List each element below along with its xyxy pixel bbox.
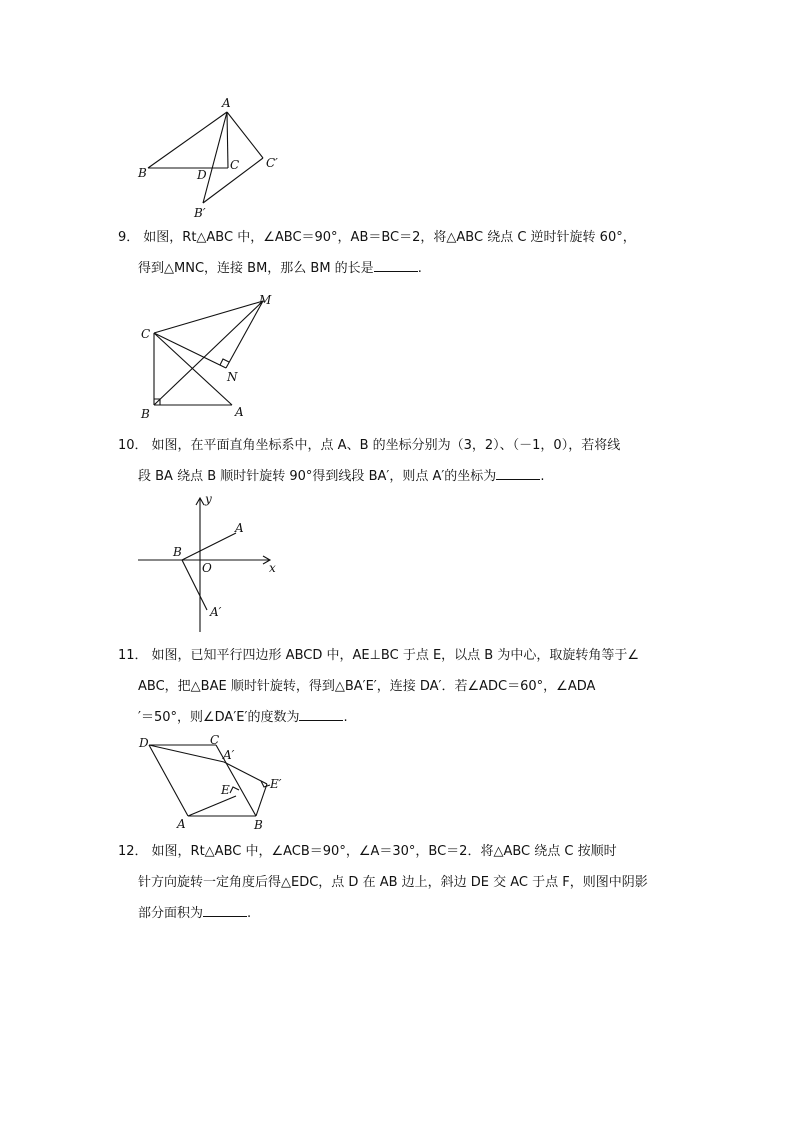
figure-q11 (135, 733, 295, 833)
question-9-line-2 (118, 253, 678, 284)
question-10-end: . (540, 469, 545, 484)
label-x: x (269, 561, 276, 575)
segment-AC-prime (227, 112, 263, 158)
segment-A-prime-E-prime (224, 762, 267, 784)
figure-q10 (135, 490, 285, 635)
segment-AB (148, 112, 227, 168)
segment-E-prime-B (256, 784, 267, 816)
label-E: E (221, 783, 230, 797)
segment-CN (154, 333, 226, 368)
question-9-number: 9． (118, 230, 140, 245)
label-A-prime: A′ (210, 605, 222, 619)
label-y: y (205, 492, 212, 506)
question-11-text-2: ABC，把△BAE 顺时针旋转，得到△BA′E′，连接 DA′．若∠ADC＝60°，∠ADA (138, 679, 596, 694)
label-A: A (222, 96, 231, 110)
question-12-line-1 (118, 836, 678, 867)
label-C: C (210, 733, 220, 747)
question-11 (118, 640, 678, 733)
label-A-prime: A′ (223, 748, 235, 762)
label-O: O (202, 561, 212, 575)
question-11-number: 11． (118, 648, 148, 663)
answer-blank-12[interactable] (203, 904, 247, 917)
question-11-line-3 (118, 702, 678, 733)
label-A: A (235, 521, 244, 535)
label-C: C (230, 158, 240, 172)
segment-AB-prime (203, 112, 227, 203)
label-A: A (177, 817, 186, 831)
question-12-number: 12． (118, 844, 148, 859)
question-9-line-1 (118, 222, 678, 253)
answer-blank-10[interactable] (496, 467, 540, 480)
answer-blank-11[interactable] (299, 708, 343, 721)
figure-q8 (130, 95, 300, 225)
label-D: D (197, 168, 207, 182)
question-10-line-1 (118, 430, 678, 461)
label-C: C (141, 327, 151, 341)
figure-q9 (135, 290, 285, 425)
question-12-text-2: 针方向旋转一定角度后得△EDC，点 D 在 AB 边上，斜边 DE 交 AC 于点 F，则图中阴影 (138, 875, 648, 890)
label-B-prime: B′ (194, 206, 206, 220)
question-9-text-1: 如图，Rt△ABC 中，∠ABC＝90°，AB＝BC＝2，将△ABC 绕点 C 逆时针旋转 60°， (143, 230, 636, 245)
segment-AC (227, 112, 228, 168)
question-11-line-1 (118, 640, 678, 671)
answer-blank-9[interactable] (374, 259, 418, 272)
question-9 (118, 222, 678, 284)
label-A: A (235, 405, 244, 419)
question-11-text-1: 如图，已知平行四边形 ABCD 中，AE⊥BC 于点 E，以点 B 为中心，取旋转角等于∠ (151, 648, 639, 663)
question-12-text-1: 如图，Rt△ABC 中，∠ACB＝90°，∠A＝30°，BC＝2．将△ABC 绕点 C 按顺时 (151, 844, 617, 859)
label-D: D (139, 736, 149, 750)
question-12 (118, 836, 678, 929)
question-10 (118, 430, 678, 492)
label-N: N (227, 370, 238, 384)
question-11-line-2 (118, 671, 678, 702)
question-12-line-3 (118, 898, 678, 929)
question-9-end: . (417, 261, 422, 276)
label-B: B (138, 166, 147, 180)
question-12-text-3: 部分面积为 (138, 906, 204, 921)
question-11-text-3: ′＝50°，则∠DA′E′的度数为 (138, 710, 300, 725)
question-10-text-1: 如图，在平面直角坐标系中，点 A、B 的坐标分别为（3，2）、（－1，0），若将线 (151, 438, 621, 453)
label-E-prime: E′ (270, 777, 282, 791)
segment-BA (182, 533, 236, 560)
segment-DA (149, 745, 188, 816)
label-B: B (254, 818, 263, 832)
label-B: B (173, 545, 182, 559)
question-10-text-2: 段 BA 绕点 B 顺时针旋转 90°得到线段 BA′，则点 A′的坐标为 (138, 469, 497, 484)
question-12-line-2 (118, 867, 678, 898)
label-C-prime: C′ (266, 156, 278, 170)
segment-MN (226, 301, 263, 368)
question-10-number: 10． (118, 438, 148, 453)
question-10-line-2 (118, 461, 678, 492)
question-11-end: . (343, 710, 348, 725)
segment-CB (216, 745, 256, 816)
label-B: B (141, 407, 150, 421)
question-12-end: . (247, 906, 252, 921)
right-angle-mark-E (230, 787, 239, 793)
question-9-text-2: 得到△MNC，连接 BM，那么 BM 的长是 (138, 261, 374, 276)
label-M: M (259, 293, 272, 307)
segment-DA-prime (149, 745, 224, 762)
segment-AE (188, 796, 236, 816)
